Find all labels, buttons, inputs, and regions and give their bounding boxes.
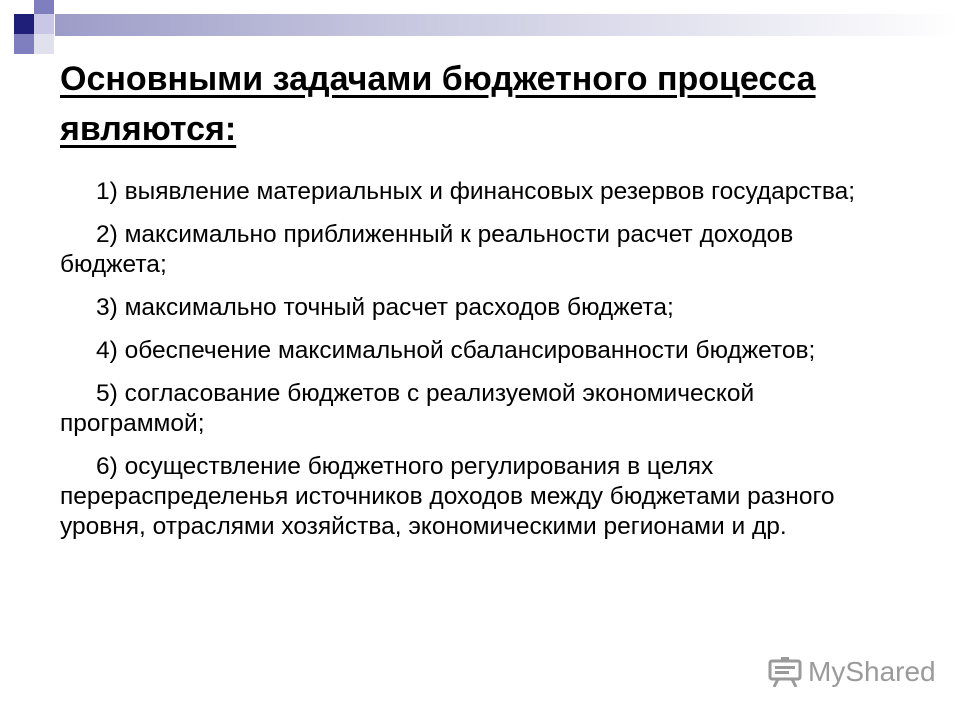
- corner-square-pale: [34, 34, 54, 54]
- list-item: 5) согласование бюджетов с реализуемой экономической программой;: [60, 380, 755, 437]
- list-item: 6) осуществление бюджетного регулирования в целях перераспределенья источников доходов между бюджетами разного уровня, отраслями хозяйства, экономическими регионами и др.: [60, 453, 835, 540]
- presentation-board-icon: [768, 657, 802, 687]
- slide-title: Основными задачами бюджетного процесса являются:: [60, 60, 816, 148]
- list-item: 4) обеспечение максимальной сбалансированности бюджетов;: [96, 337, 816, 364]
- watermark-text: MyShared: [808, 656, 936, 687]
- list-item: 1) выявление материальных и финансовых резервов государства;: [96, 178, 856, 205]
- corner-square-light: [34, 14, 54, 34]
- corner-square-blue-left: [14, 34, 34, 54]
- list-item: 3) максимально точный расчет расходов бюджета;: [96, 294, 674, 321]
- header-gradient-bar: [55, 14, 960, 36]
- corner-square-blue-top: [34, 0, 54, 14]
- list-item: 2) максимально приближенный к реальности расчет доходов бюджета;: [60, 221, 794, 278]
- corner-square-navy: [14, 14, 34, 34]
- task-list: [60, 177, 880, 555]
- myshared-watermark: [768, 655, 936, 689]
